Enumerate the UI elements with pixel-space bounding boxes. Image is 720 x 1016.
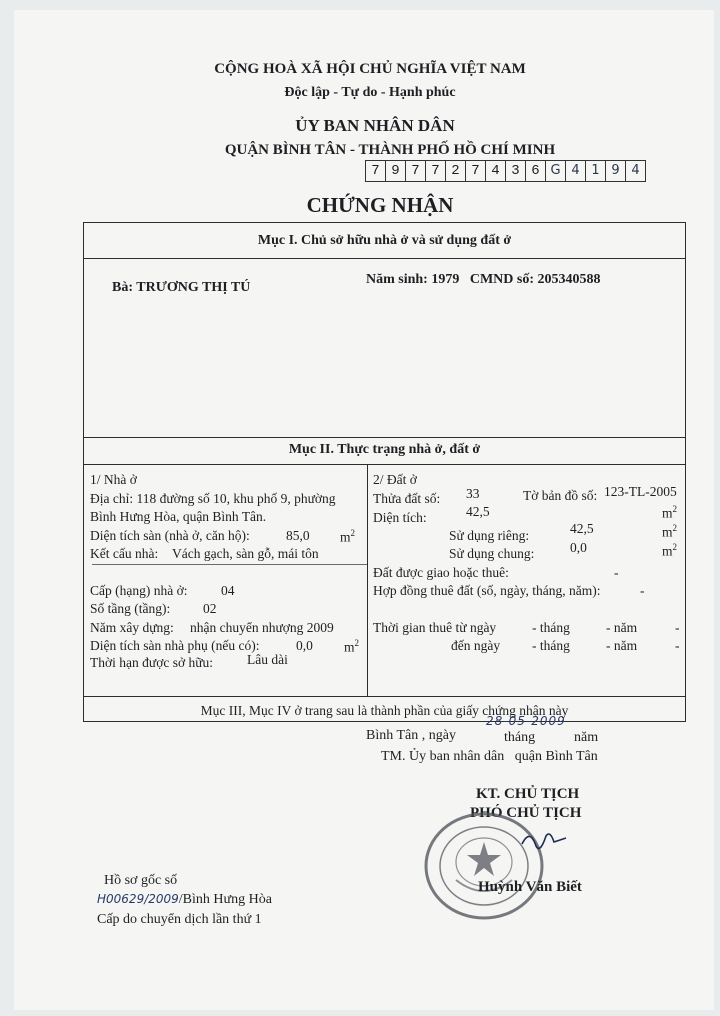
allocated-value: - <box>614 565 619 580</box>
structure-label: Kết cấu nhà: <box>90 546 159 561</box>
district: QUẬN BÌNH TÂN - THÀNH PHỐ HỒ CHÍ MINH <box>224 142 556 158</box>
serial-cell: 7 <box>425 160 445 182</box>
records-number <box>97 892 272 908</box>
land-area-value: 42,5 <box>466 504 490 519</box>
serial-cell: 7 <box>405 160 425 182</box>
serial-cell: 3 <box>505 160 525 182</box>
serial-cell: 4 <box>625 160 646 182</box>
ownership-term-label: Thời hạn được sở hữu: <box>90 655 214 670</box>
floor-area-value: 85,0 <box>286 528 310 543</box>
house-address-line2: Bình Hưng Hòa, quận Bình Tân. <box>90 509 267 524</box>
lease-from-year: - năm <box>606 620 638 635</box>
serial-cell: 9 <box>605 160 625 182</box>
lease-from-month: - tháng <box>532 620 570 635</box>
lease-to-dash: - <box>675 638 680 653</box>
signer-name: Huỳnh Văn Biết <box>478 879 582 895</box>
table-border-top <box>83 222 686 223</box>
serial-cell: 2 <box>445 160 465 182</box>
lease-from-label: Thời gian thuê từ ngày <box>373 620 497 635</box>
lease-to-month: - tháng <box>532 638 570 653</box>
private-use-value: 42,5 <box>570 521 594 536</box>
date-month-word: tháng <box>504 730 536 745</box>
lease-to-label: đến ngày <box>451 638 501 653</box>
ownership-term-value: Lâu dài <box>247 652 288 667</box>
serial-cell: 4 <box>485 160 505 182</box>
table-border-bottom <box>83 721 686 722</box>
document-title: CHỨNG NHẬN <box>306 193 454 217</box>
contract-label: Hợp đồng thuê đất (số, ngày, tháng, năm): <box>373 583 601 598</box>
serial-cell: 7 <box>465 160 485 182</box>
structure-value: Vách gạch, sàn gỗ, mái tôn <box>172 546 319 561</box>
private-use-label: Sử dụng riêng: <box>449 528 530 543</box>
divider <box>83 437 686 438</box>
allocated-label: Đất được giao hoặc thuê: <box>373 565 509 580</box>
floor-area-label: Diện tích sàn (nhà ở, căn hộ): <box>90 528 250 543</box>
date-year-word: năm <box>574 730 599 745</box>
divider <box>83 696 686 697</box>
serial-cell: 7 <box>365 160 385 182</box>
house-title: 1/ Nhà ở <box>90 472 137 487</box>
column-divider <box>367 464 368 696</box>
section1-heading: Mục I. Chủ sở hữu nhà ở và sử dụng đất ở <box>257 233 512 248</box>
map-sheet-value: 123-TL-2005 <box>604 484 677 499</box>
lease-to-year: - năm <box>606 638 638 653</box>
owner-birth-id: Năm sinh: 1979 CMND số: 205340588 <box>366 272 601 287</box>
records-label: Hồ sơ gốc số <box>104 873 178 888</box>
unit-m2: $m^2$ <box>662 504 678 521</box>
unit-m2: $m^2$ <box>340 528 356 545</box>
signature-role1: KT. CHỦ TỊCH <box>476 786 580 802</box>
plot-label: Thửa đất số: <box>373 491 441 506</box>
common-use-label: Sử dụng chung: <box>449 546 535 561</box>
nation-title: CỘNG HOÀ XÃ HỘI CHỦ NGHĨA VIỆT NAM <box>214 61 526 77</box>
year-built-label: Năm xây dựng: <box>90 620 174 635</box>
serial-cell: 4 <box>565 160 585 182</box>
authority: ỦY BAN NHÂN DÂN <box>295 116 455 135</box>
aux-area-label: Diện tích sàn nhà phụ (nếu có): <box>90 638 260 653</box>
section2-heading: Mục II. Thực trạng nhà ở, đất ở <box>288 442 481 457</box>
land-area-label: Diện tích: <box>373 510 427 525</box>
footer-note: Mục III, Mục IV ở trang sau là thành phần của giấy chứng nhận này <box>200 703 569 718</box>
aux-area-value: 0,0 <box>296 638 313 653</box>
serial-cell: G <box>545 160 565 182</box>
transfer-note: Cấp do chuyển dịch lần thứ 1 <box>97 912 262 927</box>
serial-cell: 6 <box>525 160 545 182</box>
map-sheet-label: Tờ bản đồ số: <box>523 488 598 503</box>
motto: Độc lập - Tự do - Hạnh phúc <box>284 85 456 100</box>
date-place-day: Bình Tân , ngày <box>366 728 456 743</box>
committee-line: TM. Ủy ban nhân dân quận Bình Tân <box>381 749 598 764</box>
lease-from-dash: - <box>675 620 680 635</box>
records-number-handwritten: H00629/2009 <box>97 892 179 906</box>
serial-cell: 9 <box>385 160 405 182</box>
unit-m2: $m^2$ <box>344 638 360 655</box>
house-address-line1: Địa chỉ: 118 đường số 10, khu phố 9, phường <box>90 491 336 506</box>
owner-name: Bà: TRƯƠNG THỊ TÚ <box>112 280 251 295</box>
land-title: 2/ Đất ở <box>373 472 417 487</box>
records-number-suffix: /Bình Hưng Hòa <box>178 892 272 907</box>
signature-role2: PHÓ CHỦ TỊCH <box>470 805 582 821</box>
grade-label: Cấp (hạng) nhà ở: <box>90 583 188 598</box>
table-border-right <box>685 222 686 722</box>
divider <box>83 258 686 259</box>
signature-scribble <box>520 826 570 856</box>
common-use-value: 0,0 <box>570 540 587 555</box>
year-built-value: nhận chuyển nhượng 2009 <box>190 620 334 635</box>
table-border-left <box>83 222 84 722</box>
grade-value: 04 <box>221 583 235 598</box>
contract-value: - <box>640 583 645 598</box>
serial-cell: 1 <box>585 160 605 182</box>
unit-m2: $m^2$ <box>662 523 678 540</box>
divider <box>83 464 686 465</box>
storeys-label: Số tầng (tầng): <box>90 601 171 616</box>
date-handwritten: 28-05-2009 <box>486 714 566 728</box>
unit-m2: $m^2$ <box>662 542 678 559</box>
row-divider <box>92 564 367 565</box>
plot-value: 33 <box>466 486 480 501</box>
storeys-value: 02 <box>203 601 217 616</box>
